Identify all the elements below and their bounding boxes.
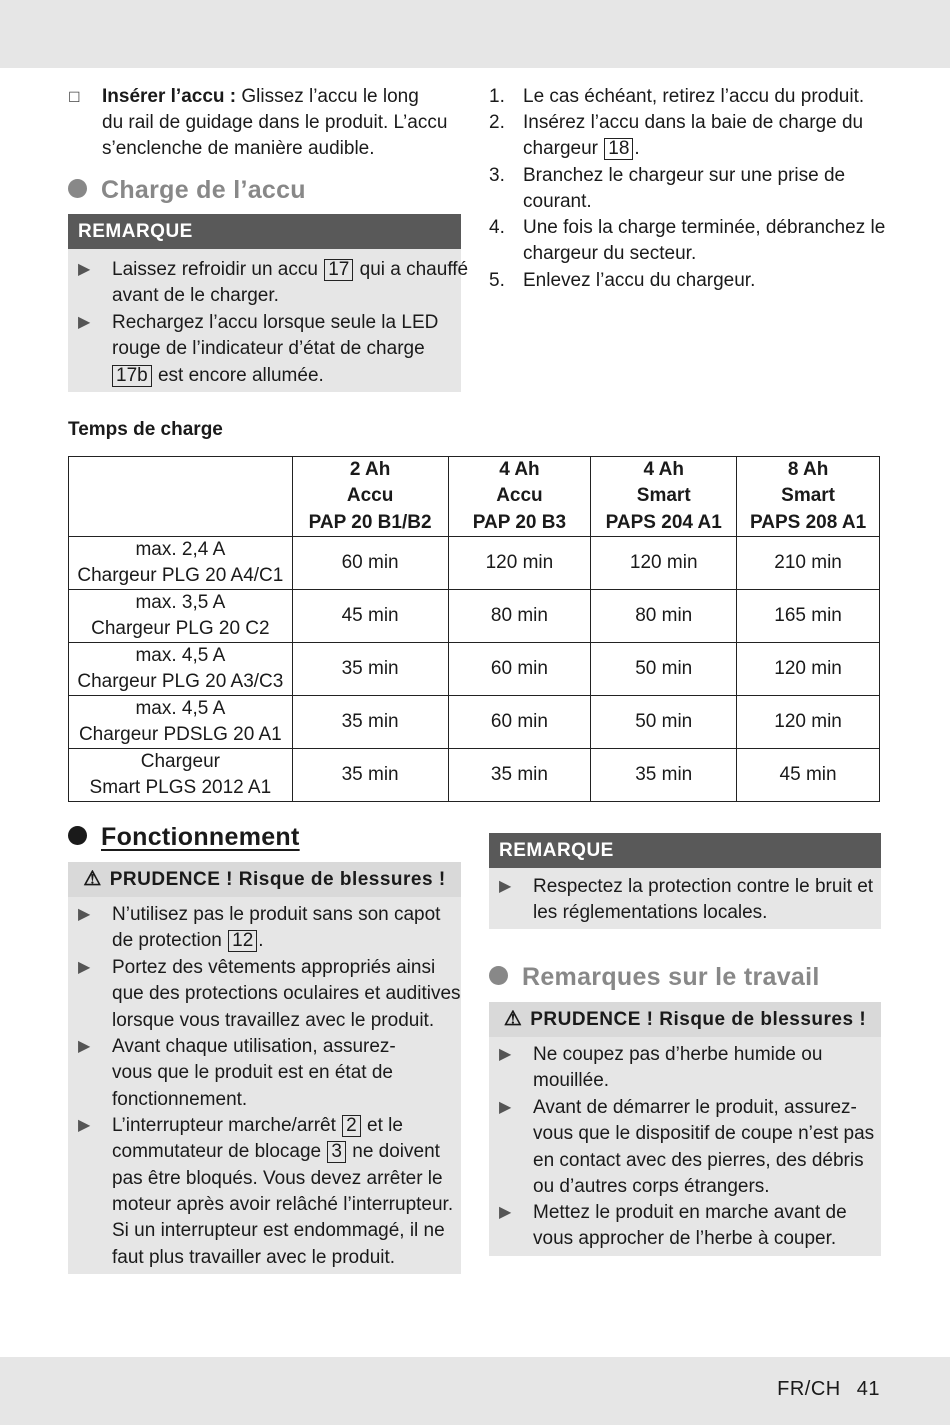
triangle-bullet-icon: ▶ — [78, 1038, 91, 1055]
table-cell: 120 min — [737, 695, 880, 748]
ref-number: 17 — [324, 259, 353, 281]
footer-lang: FR/CH — [777, 1378, 841, 1400]
table-cell: 120 min — [737, 642, 880, 695]
bullet-dot-icon — [68, 179, 87, 198]
note-title: REMARQUE — [68, 214, 461, 249]
table-cell: 45 min — [737, 748, 880, 801]
table-title: Temps de charge — [68, 419, 223, 440]
table-cell: 35 min — [448, 748, 591, 801]
table-cell: 80 min — [591, 589, 737, 642]
table-row — [69, 748, 880, 801]
table-cell: 45 min — [292, 589, 448, 642]
table-cell: 165 min — [737, 589, 880, 642]
charging-steps: 1. Le cas échéant, retirez l’accu du produit. 2. Insérez l’accu dans la baie de charge du chargeur 18 . 3. Branchez le chargeur sur une prise de courant. 4. Une fois la charge terminée, débranchez le chargeur du secteur. 5. Enlevez l’accu du chargeur. — [489, 86, 886, 291]
warning-title: ⚠ PRUDENCE ! Risque de blessures ! — [68, 862, 461, 897]
triangle-bullet-icon: ▶ — [499, 1204, 512, 1221]
row-label: max. 3,5 A Chargeur PLG 20 C2 — [69, 589, 293, 642]
table-cell: 80 min — [448, 589, 591, 642]
table-header: 2 Ah Accu PAP 20 B1/B2 — [292, 457, 448, 537]
note-noise: REMARQUE ▶ Respectez la protection contre le bruit et les réglementations locales. — [489, 833, 881, 929]
table-header: 8 Ah Smart PAPS 208 A1 — [737, 457, 880, 537]
table-cell: 35 min — [292, 695, 448, 748]
row-label: max. 4,5 A Chargeur PLG 20 A3/C3 — [69, 642, 293, 695]
triangle-bullet-icon: ▶ — [499, 878, 512, 895]
row-label: max. 2,4 A Chargeur PLG 20 A4/C1 — [69, 536, 293, 589]
ref-number: 12 — [228, 930, 257, 952]
triangle-bullet-icon: ▶ — [78, 959, 91, 976]
warning-title: ⚠ PRUDENCE ! Risque de blessures ! — [489, 1002, 881, 1037]
bullet-dot-icon — [68, 826, 87, 845]
insert-text: Glissez l’accu le long — [241, 86, 419, 107]
insert-text-3: s’enclenche de manière audible. — [102, 138, 375, 159]
table-header-empty — [69, 457, 293, 537]
warning-triangle-icon: ⚠ — [83, 868, 102, 890]
page-footer — [777, 1378, 880, 1401]
table-row — [69, 642, 880, 695]
table-header-row — [69, 457, 880, 537]
warning-operation: ⚠ PRUDENCE ! Risque de blessures ! ▶ N’utilisez pas le produit sans son capot de protection 12 . ▶ Portez des vêtements appropriés ainsi que des protections oculaires et auditives lorsque vous travaillez avec le produit. ▶ Avant chaque utilisation, assurez- vous que le produit est en état de fonctionnement. ▶ L’interrupteur marche/arrêt 2 et le commutateur de blocage 3 ne doivent pas être bloqués. Vous devez arrêter le moteur après avoir relâché l’interrupteur. Si un interrupteur est endommagé, il ne faut plus travailler avec le produit. — [68, 862, 461, 1274]
section-title-charge: Charge de l’accu — [68, 176, 306, 205]
table-cell: 120 min — [448, 536, 591, 589]
table-cell: 35 min — [591, 748, 737, 801]
warning-work: ⚠ PRUDENCE ! Risque de blessures ! ▶ Ne coupez pas d’herbe humide ou mouillée. ▶ Avant de démarrer le produit, assurez- vous que le dispositif de coupe n’est pas en contact avec des pierres, des débris ou d’autres corps étrangers. ▶ Mettez le produit en marche avant de vous approcher de l’herbe à couper. — [489, 1002, 881, 1256]
note-charge: REMARQUE ▶ Laissez refroidir un accu 17 qui a chauffé avant de le charger. ▶ Rechargez l’accu lorsque seule la LED rouge de l’indicateur d’état de charge 17b est encore allumée. — [68, 214, 461, 392]
table-cell: 60 min — [448, 642, 591, 695]
table-header: 4 Ah Accu PAP 20 B3 — [448, 457, 591, 537]
checkbox-icon: ☐ — [68, 89, 81, 105]
table-cell: 210 min — [737, 536, 880, 589]
insert-label: Insérer l’accu : — [102, 86, 237, 107]
ref-number: 3 — [327, 1141, 346, 1163]
triangle-bullet-icon: ▶ — [78, 1117, 91, 1134]
triangle-bullet-icon: ▶ — [78, 261, 91, 278]
ref-number: 2 — [342, 1115, 361, 1137]
table-header: 4 Ah Smart PAPS 204 A1 — [591, 457, 737, 537]
ref-number: 17b — [112, 365, 152, 387]
bullet-dot-icon — [489, 966, 508, 985]
page-number: 41 — [856, 1378, 880, 1400]
section-title-work: Remarques sur le travail — [489, 963, 820, 992]
table-cell: 60 min — [448, 695, 591, 748]
charge-time-table — [68, 456, 880, 802]
table-row — [69, 536, 880, 589]
row-label: max. 4,5 A Chargeur PDSLG 20 A1 — [69, 695, 293, 748]
warning-triangle-icon: ⚠ — [503, 1008, 523, 1030]
header-band — [0, 0, 950, 68]
table-cell: 35 min — [292, 748, 448, 801]
row-label: Chargeur Smart PLGS 2012 A1 — [69, 748, 293, 801]
table-cell: 120 min — [591, 536, 737, 589]
triangle-bullet-icon: ▶ — [499, 1099, 512, 1116]
triangle-bullet-icon: ▶ — [78, 906, 91, 923]
section-title-operation: Fonctionnement — [68, 823, 300, 852]
triangle-bullet-icon: ▶ — [78, 314, 91, 331]
table-cell: 50 min — [591, 642, 737, 695]
note-title: REMARQUE — [489, 833, 881, 868]
table-row — [69, 695, 880, 748]
ref-number: 18 — [604, 138, 633, 160]
insert-text-2: du rail de guidage dans le produit. L’accu — [102, 112, 448, 133]
table-row — [69, 589, 880, 642]
table-cell: 50 min — [591, 695, 737, 748]
triangle-bullet-icon: ▶ — [499, 1046, 512, 1063]
table-cell: 60 min — [292, 536, 448, 589]
table-cell: 35 min — [292, 642, 448, 695]
